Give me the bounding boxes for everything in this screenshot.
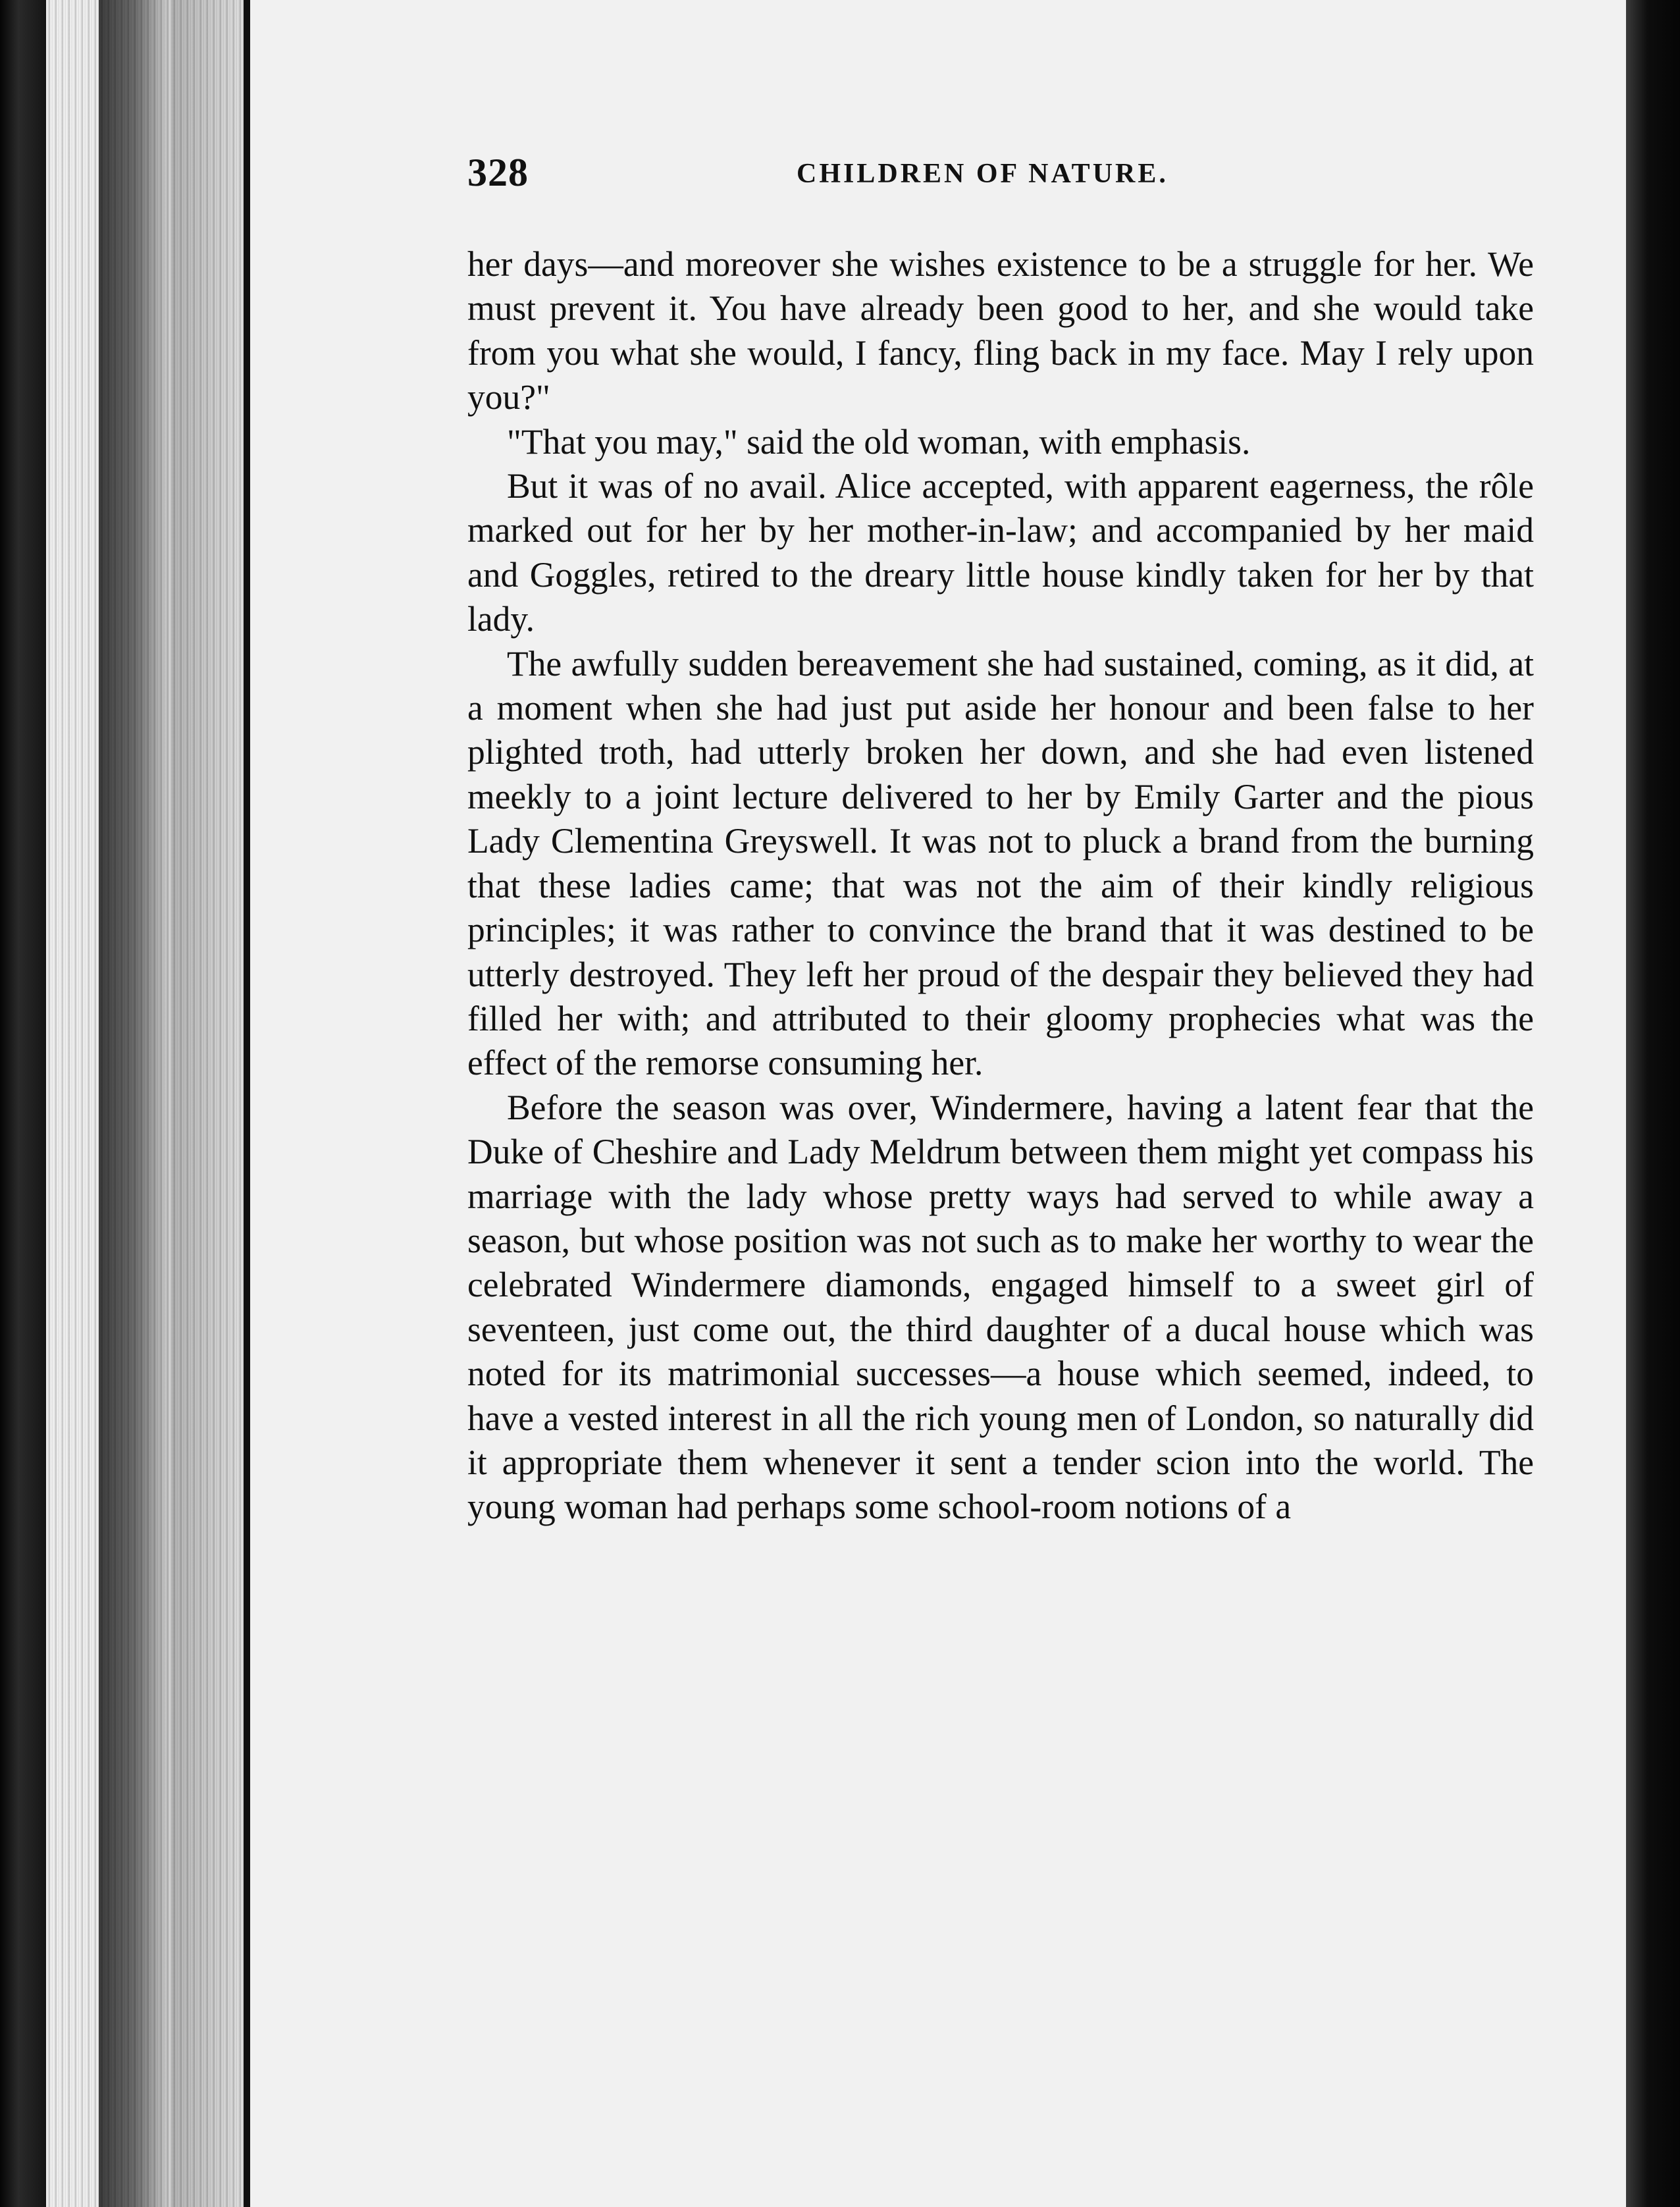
- paragraph: "That you may," said the old woman, with emphasis.: [507, 421, 1251, 462]
- right-page-edge: [1626, 0, 1680, 2207]
- gutter-shadow: [99, 0, 171, 2207]
- paragraph: But it was of no avail. Alice accepted, with apparent eagerness, the rôle marked out for her by her mother-in-law; and accompanied by her maid and Goggles, retired to the dreary little house kindly taken for her by that lady.: [467, 466, 1534, 639]
- page-number: 328: [467, 151, 529, 194]
- running-head: CHILDREN OF NATURE.: [797, 159, 1168, 189]
- paragraph: The awfully sudden bereavement she had sustained, coming, as it did, at a moment when she had just put aside her honour and been false to her plighted troth, had utterly broken her down, and she had even listened meekly to a joint lecture delivered to her by Emily Garter and the pious Lady Clementina Greyswell. It was not to pluck a brand from the burning that these ladies came; that was not the aim of their kindly religious principles; it was rather to convince the brand that it was destined to be utterly destroyed. They left her proud of the despair they believed they had filled her with; and attributed to their gloomy prophecies what was the effect of the remorse consuming her.: [467, 643, 1534, 1083]
- book-binding-edge: [0, 0, 46, 2207]
- body-text: [467, 242, 1534, 1529]
- page-sheet: [250, 0, 1626, 2207]
- paragraph: her days—and moreover she wishes existence to be a struggle for her. We must prevent it. You have already been good to her, and she would take from you what she would, I fancy, fling back in my face. May I rely upon you?": [467, 244, 1534, 417]
- gutter-shadow-light: [171, 0, 250, 2207]
- page-header: [467, 150, 1534, 209]
- paragraph: Before the season was over, Windermere, having a latent fear that the Duke of Cheshire and Lady Meldrum between them might yet compass his marriage with the lady whose pretty ways had served to while away a season, but whose position was not such as to make her worthy to wear the celebrated Windermere diamonds, engaged himself to a sweet girl of seventeen, just come out, the third daughter of a ducal house which was noted for its matrimonial successes—a house which seemed, indeed, to have a vested interest in all the rich young men of London, so naturally did it appropriate them whenever it sent a tender scion into the world. The young woman had perhaps some school-room notions of a: [467, 1087, 1534, 1527]
